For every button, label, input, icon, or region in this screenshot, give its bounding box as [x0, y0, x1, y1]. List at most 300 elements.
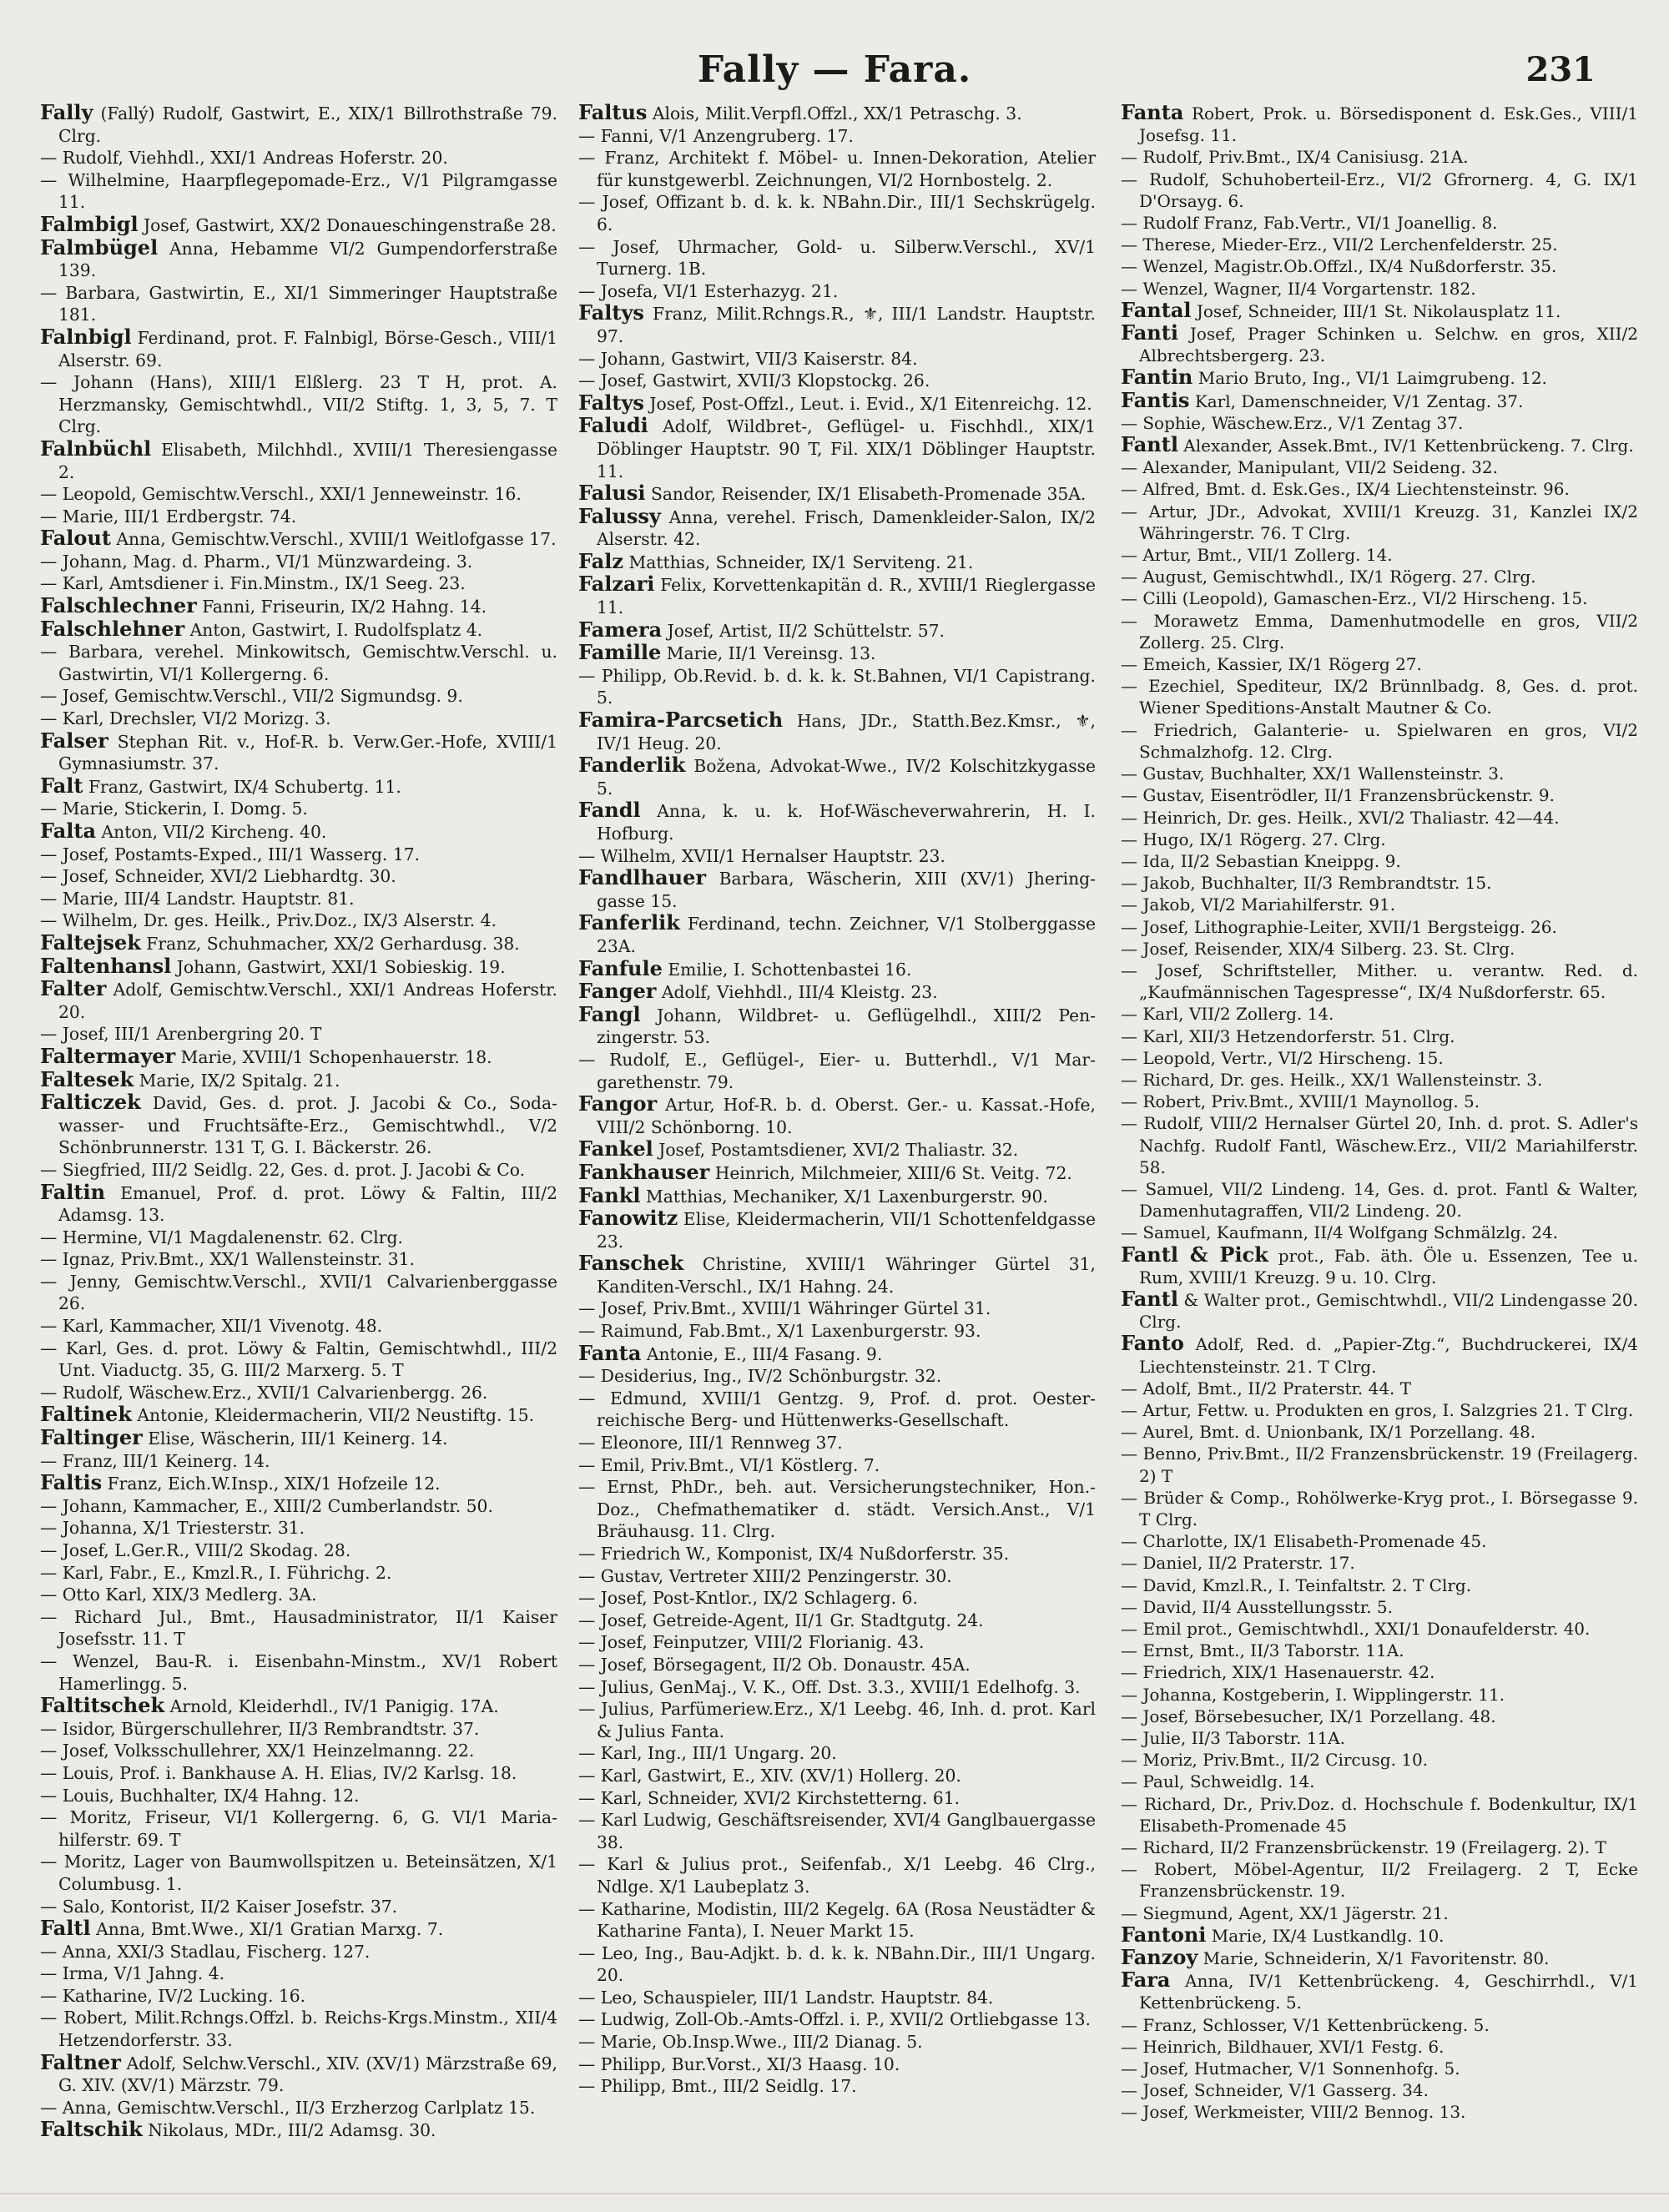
directory-entry [40, 1450, 557, 1473]
entry-text: Adolf, Gemischtw.Verschl., XXI/1 Andreas Hoferstr. 20. [58, 980, 557, 1022]
entry-text: — Moriz, Priv.Bmt., II/2 Circusg. 10. [1121, 1750, 1429, 1771]
directory-entry [1121, 1333, 1638, 1377]
directory-entry [40, 1785, 557, 1807]
directory-entry [40, 1606, 557, 1650]
directory-entry [578, 1942, 1096, 1987]
entry-text: Josef, Postamtsdiener, XVI/2 Thaliastr. 32. [658, 1140, 1019, 1161]
directory-entry [578, 2008, 1096, 2031]
directory-entry [40, 1159, 557, 1182]
directory-entry [578, 102, 1096, 125]
entry-text: — Karl & Julius prot., Seifenfab., X/1 Leebg. 46 Clrg., Ndlge. X/1 Laubeplatz 3. [578, 1854, 1096, 1897]
entry-text: — Wenzel, Magistr.Ob.Offzl., IX/4 Nußdorferstr. 35. [1121, 256, 1557, 277]
directory-entry [40, 978, 557, 1023]
entry-surname: Falschlechner [40, 593, 197, 618]
directory-entry [578, 1698, 1096, 1742]
entry-text: — Benno, Priv.Bmt., II/2 Franzensbrückenstr. 19 (Freilagerg. 2) T [1121, 1444, 1638, 1486]
directory-entry [40, 1695, 557, 1718]
directory-entry [578, 754, 1096, 799]
directory-entry [40, 169, 557, 214]
entry-surname: Falussy [578, 503, 661, 528]
entry-text: — Emeich, Kassier, IX/1 Rögerg 27. [1121, 654, 1422, 675]
entry-text: — Leopold, Vertr., VI/2 Hirscheng. 15. [1121, 1047, 1444, 1068]
directory-entry [40, 1762, 557, 1785]
directory-entry [40, 1740, 557, 1762]
directory-entry [1121, 1399, 1638, 1421]
directory-entry [578, 1765, 1096, 1787]
directory-entry [578, 415, 1096, 482]
directory-entry [1121, 1706, 1638, 1727]
directory-entry [578, 1161, 1096, 1185]
entry-text: — Artur, Fettw. u. Produkten en gros, I. Salzgries 21. T Clrg. [1121, 1399, 1634, 1420]
directory-entry [1121, 212, 1638, 234]
entry-surname: Falticzek [40, 1090, 141, 1115]
directory-entry [40, 1963, 557, 1985]
directory-entry [1121, 1091, 1638, 1112]
entry-text: — Julie, II/3 Taborstr. 11A. [1121, 1728, 1345, 1749]
entry-text: — Josef, Reisender, XIX/4 Silberg. 23. St. Clrg. [1121, 938, 1515, 959]
entry-text: — Brüder & Comp., Rohölwerke-Kryg prot., I. Börsegasse 9. T Clrg. [1121, 1487, 1638, 1529]
entry-surname: Fanfule [578, 955, 663, 980]
entry-text: — Paul, Schweidlg. 14. [1121, 1771, 1315, 1792]
entry-text: — Barbara, Gastwirtin, E., XI/1 Simmeringer Hauptstraße 181. [40, 282, 557, 325]
entry-text: Elisabeth, Milchhdl., XVIII/1 Theresiengasse 2. [58, 439, 557, 482]
entry-surname: Fanferlik [578, 910, 680, 935]
entry-text: — Rudolf, Schuhoberteil-Erz., VI/2 Gfrornerg. 4, G. IX/1 D'Orsayg. 6. [1121, 169, 1638, 211]
directory-entry [40, 211, 557, 237]
directory-entry [1121, 850, 1638, 872]
entry-text: Josef, Schneider, III/1 St. Nikolausplatz 11. [1196, 300, 1561, 321]
entry-text: — Josef, Börsebesucher, IX/1 Porzellang. 48. [1121, 1706, 1496, 1726]
entry-surname: Fandlhauer [578, 865, 706, 890]
entry-text: — Karl, Fabr., E., Kmzl.R., I. Führichg. 2. [40, 1562, 392, 1583]
directory-entry [40, 1650, 557, 1695]
directory-entry [40, 1271, 557, 1315]
directory-entry [578, 2075, 1096, 2098]
directory-entry [578, 1001, 1096, 1049]
directory-entry [1121, 1837, 1638, 1858]
entry-text: Ferdinand, prot. F. Falnbigl, Börse-Gesch., VIII/1 Alserstr. 69. [58, 327, 557, 370]
directory-entry [40, 1584, 557, 1606]
entry-surname: Fandl [578, 798, 641, 823]
directory-entry [40, 618, 557, 642]
directory-entry [578, 1320, 1096, 1343]
entry-text: Adolf, Selchw.Verschl., XIV. (XV/1) Märzstraße 69, G. XIV. (XV/1) Märzstr. 79. [58, 2053, 557, 2096]
entry-surname: Falzari [578, 572, 655, 597]
directory-entry [1121, 1003, 1638, 1025]
entry-text: — Josef, Offizant b. d. k. k. NBahn.Dir., III/1 Sechskrügelg. 6. [578, 192, 1096, 234]
directory-entry [1121, 2058, 1638, 2079]
directory-entry [40, 1718, 557, 1741]
directory-entry [40, 2119, 557, 2142]
entry-surname: Falz [578, 548, 624, 573]
entry-text: prot., Fab. äth. Öle u. Essenzen, Tee u. Rum, XVIII/1 Kreuzg. 9 u. 10. Clrg. [1139, 1245, 1638, 1287]
directory-entry [578, 1676, 1096, 1699]
entry-text: — Karl, Ing., III/1 Ungarg. 20. [578, 1743, 837, 1764]
entry-surname: Faltin [40, 1179, 106, 1204]
entry-text: — Charlotte, IX/1 Elisabeth-Promenade 45. [1121, 1531, 1487, 1552]
directory-entry [40, 1382, 557, 1404]
entry-text: — Rudolf, Viehhdl., XXI/1 Andreas Hoferstr. 20. [40, 148, 448, 169]
entry-text: — Wilhelm, XVII/1 Hernalser Hauptstr. 23. [578, 845, 945, 866]
entry-surname: Fankhauser [578, 1159, 710, 1184]
directory-entry [40, 1941, 557, 1963]
entry-text: — Marie, Stickerin, I. Domg. 5. [40, 799, 308, 819]
entry-text: Fanni, Friseurin, IX/2 Hahng. 14. [202, 597, 487, 617]
directory-entry [578, 302, 1096, 347]
entry-surname: Fally [40, 102, 93, 124]
entry-text: — Edmund, XVIII/1 Gentzg. 9, Prof. d. prot. Oesterreichische Berg- und Hüttenwerks-Gesellschaft. [578, 1388, 1096, 1431]
directory-entry [40, 234, 557, 282]
entry-text: — Josef, Post-Kntlor., IX/2 Schlagerg. 6. [578, 1588, 918, 1609]
entry-text: — Josef, L.Ger.R., VIII/2 Skodag. 28. [40, 1540, 351, 1560]
entry-text: — Gustav, Vertreter XIII/2 Penzingerstr. 30. [578, 1565, 952, 1586]
entry-text: Karl, Damenschneider, V/1 Zentag. 37. [1194, 391, 1524, 411]
entry-text: — Hermine, VI/1 Magdalenenstr. 62. Clrg. [40, 1227, 403, 1247]
entry-text: Emanuel, Prof. d. prot. Löwy & Faltin, III/2 Adamsg. 13. [58, 1182, 557, 1226]
directory-entry [40, 1066, 557, 1092]
entry-text: — Johanna, Kostgeberin, I. Wipplingerstr. 11. [1121, 1684, 1505, 1705]
directory-entry [1121, 1244, 1638, 1288]
directory-entry [40, 685, 557, 708]
entry-text: Johann, Gastwirt, XXI/1 Sobieskig. 19. [176, 956, 506, 977]
entry-text: Anna, Bmt.Wwe., XI/1 Gratian Marxg. 7. [96, 1919, 444, 1940]
directory-entry [40, 955, 557, 979]
entry-text: — Adolf, Bmt., II/2 Praterstr. 44. T [1121, 1378, 1412, 1398]
directory-entry [40, 888, 557, 910]
directory-entry [1121, 1047, 1638, 1069]
directory-entry [578, 392, 1096, 416]
entry-text: — Jenny, Gemischtw.Verschl., XVII/1 Calvarienberggasse 26. [40, 1271, 557, 1314]
entry-text: — Josef, Schriftsteller, Mither. u. verantw. Red. d. „Kaufmännischen Tagespresse“, IX/4 Nußdorferstr. 65. [1121, 960, 1638, 1003]
directory-entry [40, 1179, 557, 1227]
entry-text: — Ignaz, Priv.Bmt., XX/1 Wallensteinstr. 31. [40, 1249, 415, 1270]
entry-surname: Fantal [1121, 297, 1192, 322]
directory-entry [578, 125, 1096, 148]
directory-entry [578, 1565, 1096, 1588]
entry-text: — Artur, JDr., Advokat, XVIII/1 Kreuzg. 31, Kanzlei IX/2 Währingerstr. 76. T Clrg. [1121, 501, 1638, 543]
directory-entry [1121, 2101, 1638, 2123]
directory-entry [578, 1340, 1096, 1366]
directory-entry [1121, 478, 1638, 500]
entry-text: — Alfred, Bmt. d. Esk.Ges., IX/4 Liechtensteinstr. 96. [1121, 479, 1570, 500]
entry-surname: Faltenhansl [40, 953, 172, 978]
directory-entry [40, 730, 557, 775]
directory-entry [578, 1432, 1096, 1454]
entry-text: — Friedrich, XIX/1 Hasenauerstr. 42. [1121, 1662, 1435, 1683]
entry-text: — Irma, V/1 Jahng. 4. [40, 1963, 225, 1984]
entry-text: Marie, IX/4 Lustkandlg. 10. [1211, 1925, 1445, 1946]
directory-entry [578, 1742, 1096, 1765]
directory-entry [578, 191, 1096, 235]
directory-entry [578, 2053, 1096, 2076]
directory-entry [1121, 587, 1638, 609]
directory-entry [578, 1610, 1096, 1632]
entry-surname: Falt [40, 773, 83, 798]
entry-text: — Moritz, Friseur, VI/1 Kollergerng. 6, G. VI/1 Mariahilferstr. 69. T [40, 1807, 557, 1850]
entry-text: Franz, Gastwirt, IX/4 Schubertg. 11. [88, 776, 401, 797]
entry-text: Josef, Post-Offzl., Leut. i. Evid., X/1 Eitenreichg. 12. [649, 393, 1092, 414]
entry-text: — Wilhelm, Dr. ges. Heilk., Priv.Doz., IX/3 Alserstr. 4. [40, 910, 497, 931]
entry-surname: Falmbigl [40, 211, 139, 236]
directory-entry [40, 2007, 557, 2051]
directory-entry [40, 1227, 557, 1249]
directory-entry [578, 845, 1096, 868]
directory-entry [40, 820, 557, 844]
running-title: Fally — Fara. [697, 48, 972, 91]
entry-text: — Karl Ludwig, Geschäftsreisender, XVI/4 Ganglbauergasse 38. [578, 1810, 1096, 1852]
entry-text: — Jakob, Buchhalter, II/3 Rembrandtstr. 15. [1121, 873, 1492, 894]
entry-text: — Richard, II/2 Franzensbrückenstr. 19 (Freilagerg. 2). T [1121, 1837, 1606, 1858]
entry-text: Sandor, Reisender, IX/1 Elisabeth-Promenade 35A. [650, 484, 1087, 505]
entry-text: — Ezechiel, Spediteur, IX/2 Brünnlbadg. 8, Ges. d. prot. Wiener Speditions-Anstalt Mautner & Co. [1121, 676, 1638, 718]
entry-surname: Famille [578, 640, 662, 665]
directory-entry [1121, 2014, 1638, 2036]
entry-text: Anna, Gemischtw.Verschl., XVIII/1 Weitlofgasse 17. [116, 529, 557, 550]
entry-surname: Falmbügel [40, 234, 159, 259]
directory-entry [1121, 938, 1638, 960]
entry-text: — Friedrich, Galanterie- u. Spielwaren en gros, VI/2 Schmalzhofg. 12. Clrg. [1121, 719, 1638, 762]
page-number: 231 [1525, 50, 1596, 89]
directory-entry [40, 438, 557, 483]
directory-entry [40, 1427, 557, 1450]
entry-text: — Karl, XII/3 Hetzendorferstr. 51. Clrg. [1121, 1025, 1455, 1046]
entry-text: Marie, XVIII/1 Schopenhauerstr. 18. [180, 1046, 492, 1067]
entry-surname: Fantl [1121, 1286, 1178, 1311]
entry-text: Anna, verehel. Frisch, Damenkleider-Salon, IX/2 Alserstr. 42. [597, 506, 1096, 550]
entry-text: — Anna, XXI/3 Stadlau, Fischerg. 127. [40, 1941, 371, 1962]
entry-surname: Faltis [40, 1470, 103, 1495]
entry-text: — Anna, Gemischtw.Verschl., II/3 Erzherzog Carlplatz 15. [40, 2097, 536, 2118]
directory-entry [1121, 1069, 1638, 1091]
directory-entry [578, 665, 1096, 709]
entry-surname: Falusi [578, 481, 646, 506]
directory-entry [578, 1631, 1096, 1654]
entry-text: — Ida, II/2 Sebastian Kneippg. 9. [1121, 850, 1401, 871]
entry-surname: Fanschek [578, 1251, 684, 1276]
directory-entry [578, 1388, 1096, 1432]
directory-entry [1121, 763, 1638, 784]
entry-surname: Fanti [1121, 320, 1178, 345]
column-left [40, 102, 557, 2179]
directory-entry [578, 1297, 1096, 1320]
entry-text: — Siegmund, Agent, XX/1 Jägerstr. 21. [1121, 1902, 1449, 1923]
entry-text: — Eleonore, III/1 Rennweg 37. [578, 1433, 843, 1454]
entry-text: — Josef, Gemischtw.Verschl., VII/2 Sigmundsg. 9. [40, 686, 463, 707]
entry-surname: Faltinger [40, 1425, 143, 1450]
entry-text: — Siegfried, III/2 Seidlg. 22, Ges. d. prot. J. Jacobi & Co. [40, 1159, 526, 1180]
directory-entry [40, 1403, 557, 1427]
entry-text: Marie, Schneiderin, X/1 Favoritenstr. 80. [1203, 1948, 1550, 1969]
directory-entry [40, 1851, 557, 1895]
entry-text: Matthias, Mechaniker, X/1 Laxenburgerstr. 90. [645, 1186, 1048, 1207]
directory-entry [1121, 1443, 1638, 1486]
entry-text: — David, II/4 Ausstellungsstr. 5. [1121, 1596, 1393, 1617]
entry-surname: Fara [1121, 1968, 1171, 1993]
entry-text: — Josef, Volksschullehrer, XX/1 Heinzelmanng. 22. [40, 1741, 475, 1761]
entry-text: — Katharine, IV/2 Lucking. 16. [40, 1985, 306, 2006]
entry-text: — Therese, Mieder-Erz., VII/2 Lerchenfelderstr. 25. [1121, 234, 1558, 255]
entry-surname: Falnbigl [40, 324, 132, 349]
directory-entry [40, 1562, 557, 1585]
directory-entry [40, 1338, 557, 1382]
entry-text: — Marie, Ob.Insp.Wwe., III/2 Dianag. 5. [578, 2032, 923, 2053]
entry-surname: Faltys [578, 390, 644, 415]
directory-entry [40, 1091, 557, 1159]
directory-entry [578, 1787, 1096, 1810]
directory-entry [1121, 322, 1638, 366]
directory-entry [40, 865, 557, 888]
entry-surname: Fantl & Pick [1121, 1242, 1268, 1267]
entry-text: — Josef, Hutmacher, V/1 Sonnenhofg. 5. [1121, 2058, 1460, 2079]
directory-entry [1121, 916, 1638, 938]
directory-entry [578, 573, 1096, 618]
directory-entry [1121, 1661, 1638, 1683]
entry-text: — Johann, Gastwirt, VII/3 Kaiserstr. 84. [578, 348, 918, 369]
entry-text: — Louis, Prof. i. Bankhause A. H. Elias, IV/2 Karlsg. 18. [40, 1762, 517, 1783]
entry-text: — Franz, III/1 Keinerg. 14. [40, 1450, 270, 1471]
directory-entry [1121, 434, 1638, 456]
entry-text: Anton, Gastwirt, I. Rudolfsplatz 4. [189, 619, 483, 640]
entry-text: — Josefa, VI/1 Esterhazyg. 21. [578, 280, 839, 301]
entry-text: — Leo, Schauspieler, III/1 Landstr. Hauptstr. 84. [578, 1987, 994, 2008]
entry-text: Alois, Milit.Verpfl.Offzl., XX/1 Petraschg. 3. [652, 103, 1022, 123]
entry-text: — Johann, Kammacher, E., XIII/2 Cumberlandstr. 50. [40, 1495, 493, 1516]
entry-text: — Leopold, Gemischtw.Verschl., XXI/1 Jenneweinstr. 16. [40, 484, 522, 505]
entry-text: Antonie, E., III/4 Fasang. 9. [646, 1343, 883, 1364]
entry-surname: Faltner [40, 2049, 121, 2074]
directory-entry [40, 641, 557, 685]
directory-entry [40, 1539, 557, 1562]
entry-text: — Rudolf, Wäschew.Erz., XVII/1 Calvarienbergg. 26. [40, 1382, 488, 1403]
directory-entry [1121, 894, 1638, 915]
directory-entry [1121, 387, 1638, 412]
directory-entry [40, 1806, 557, 1851]
entry-text: — Richard Jul., Bmt., Hausadministrator, II/1 Kaiser Josefsstr. 11. T [40, 1606, 557, 1650]
column-middle [578, 102, 1096, 2179]
entry-text: — Karl, Schneider, XVI/2 Kirchstetterng. 61. [578, 1787, 961, 1808]
directory-entry [1121, 653, 1638, 675]
entry-text: Alexander, Assek.Bmt., IV/1 Kettenbrückeng. 7. Clrg. [1183, 436, 1634, 456]
entry-text: — Franz, Schlosser, V/1 Kettenbrückeng. 5. [1121, 2014, 1490, 2035]
directory-entry [578, 147, 1096, 191]
entry-text: — Marie, III/4 Landstr. Hauptstr. 81. [40, 888, 355, 909]
entry-text: — Gustav, Buchhalter, XX/1 Wallensteinstr. 3. [1121, 763, 1505, 784]
directory-entry [1121, 1640, 1638, 1661]
directory-entry [40, 1517, 557, 1539]
entry-text: — Jakob, VI/2 Mariahilferstr. 91. [1121, 894, 1396, 915]
entry-surname: Falschlehner [40, 616, 185, 641]
entry-text: Anna, IV/1 Kettenbrückeng. 4, Geschirrhdl., V/1 Kettenbrückeng. 5. [1139, 1971, 1638, 2013]
entry-surname: Fanderlik [578, 753, 686, 778]
directory-entry [1121, 1969, 1638, 2013]
entry-surname: Fanger [578, 979, 657, 1004]
page-edge-divider [0, 2193, 1669, 2194]
entry-text: Nikolaus, MDr., III/2 Adamsg. 30. [148, 2120, 436, 2141]
directory-entry [1121, 1112, 1638, 1178]
entry-surname: Fanta [1121, 102, 1184, 124]
entry-surname: Fanzoy [1121, 1945, 1198, 1970]
entry-text: — Josef, Schneider, XVI/2 Liebhardtg. 30. [40, 866, 396, 887]
directory-entry [578, 1182, 1096, 1208]
entry-text: Marie, II/1 Vereinsg. 13. [666, 643, 876, 664]
directory-entry [578, 1543, 1096, 1565]
entry-text: Antonie, Kleidermacherin, VII/2 Neustiftg. 15. [137, 1405, 535, 1426]
entry-text: — Cilli (Leopold), Gamaschen-Erz., VI/2 Hirscheng. 15. [1121, 588, 1588, 609]
entry-surname: Faltys [578, 300, 644, 325]
directory-entry [578, 1809, 1096, 1853]
entry-text: — Philipp, Ob.Revid. b. d. k. k. St.Bahnen, VI/1 Capistrang. 5. [578, 665, 1096, 708]
directory-entry [1121, 501, 1638, 544]
entry-surname: Faltinek [40, 1402, 132, 1427]
entry-text: — Ernst, PhDr., beh. aut. Versicherungstechniker, Hon.-Doz., Chefmathematiker d. städt. Versich.Anst., V/1 Bräuhausg. 11. Clrg. [578, 1477, 1096, 1542]
entry-surname: Fantl [1121, 432, 1178, 457]
entry-text: Božena, Advokat-Wwe., IV/2 Kolschitzkygasse 5. [597, 756, 1096, 799]
entry-text: Emilie, I. Schottenbastei 16. [668, 959, 912, 980]
directory-entry [578, 548, 1096, 574]
directory-entry [40, 1917, 557, 1941]
directory-entry [578, 1898, 1096, 1942]
entry-text: — Philipp, Bmt., III/2 Seidlg. 17. [578, 2076, 857, 2097]
entry-text: — Wilhelmine, Haarpflegepomade-Erz., V/1 Pilgramgasse 11. [40, 169, 557, 213]
directory-entry [1121, 1793, 1638, 1837]
entry-text: — Isidor, Bürgerschullehrer, II/3 Rembrandtstr. 37. [40, 1718, 480, 1739]
directory-entry [578, 348, 1096, 370]
entry-text: — Josef, Uhrmacher, Gold- u. Silberw.Verschl., XV/1 Turnerg. 1B. [578, 236, 1096, 280]
directory-entry [40, 2097, 557, 2119]
column-right [1121, 102, 1638, 2179]
directory-entry [40, 844, 557, 866]
directory-entry [40, 282, 557, 326]
entry-text: Josef, Artist, II/2 Schüttelstr. 57. [667, 620, 945, 641]
entry-text: — Josef, Getreide-Agent, II/1 Gr. Stadtgutg. 24. [578, 1610, 984, 1630]
directory-entry [578, 1207, 1096, 1252]
entry-text: — Franz, Architekt f. Möbel- u. Innen-Dekoration, Atelier für kunstgewerbl. Zeichnungen, VI/2 Hornbostelg. 2. [578, 148, 1096, 190]
entry-text: — Louis, Buchhalter, IX/4 Hahng. 12. [40, 1785, 360, 1806]
entry-text: Robert, Prok. u. Börsedisponent d. Esk.Ges., VIII/1 Josefsg. 11. [1139, 103, 1638, 146]
directory-entry [1121, 610, 1638, 653]
directory-entry [578, 799, 1096, 844]
directory-entry [578, 912, 1096, 957]
entry-text: — Richard, Dr. ges. Heilk., XX/1 Wallensteinstr. 3. [1121, 1069, 1543, 1090]
entry-text: Stephan Rit. v., Hof-R. b. Verw.Ger.-Hofe, XVIII/1 Gymnasiumstr. 37. [58, 731, 557, 774]
directory-entry [578, 503, 1096, 551]
directory-entry [578, 1454, 1096, 1477]
directory-entry [40, 102, 557, 147]
entry-text: — Wenzel, Bau-R. i. Eisenbahn-Minstm., XV/1 Robert Hamerlingg. 5. [40, 1650, 557, 1694]
directory-entry [40, 708, 557, 730]
directory-entry [578, 482, 1096, 506]
entry-text: — Josef, Feinputzer, VIII/2 Florianig. 43. [578, 1632, 925, 1653]
entry-text: — Karl, Gastwirt, E., XIV. (XV/1) Hollerg. 20. [578, 1765, 961, 1786]
directory-entry [578, 1476, 1096, 1543]
entry-surname: Faltejsek [40, 930, 141, 955]
entry-surname: Falta [40, 819, 97, 843]
entry-text: Felix, Korvettenkapitän d. R., XVIII/1 Rieglergasse 11. [597, 575, 1096, 618]
directory-entry [40, 1985, 557, 2008]
entry-text: — Samuel, Kaufmann, II/4 Wolfgang Schmälzlg. 24. [1121, 1222, 1559, 1243]
entry-text: Marie, IX/2 Spitalg. 21. [139, 1070, 340, 1091]
entry-text: — Barbara, verehel. Minkowitsch, Gemischtw.Verschl. u. Gastwirtin, VI/1 Kollergerng. 6. [40, 642, 557, 684]
entry-text: — Sophie, Wäschew.Erz., V/1 Zentag 37. [1121, 412, 1464, 433]
directory-entry [578, 955, 1096, 981]
directory-entry [578, 1093, 1096, 1138]
entry-surname: Falout [40, 526, 111, 551]
directory-entry [1121, 1025, 1638, 1047]
entry-surname: Faltschik [40, 2117, 143, 2142]
directory-entry [40, 2049, 557, 2097]
directory-entry [578, 619, 1096, 642]
entry-text: — Johann, Mag. d. Pharm., VI/1 Münzwardeing. 3. [40, 551, 473, 572]
